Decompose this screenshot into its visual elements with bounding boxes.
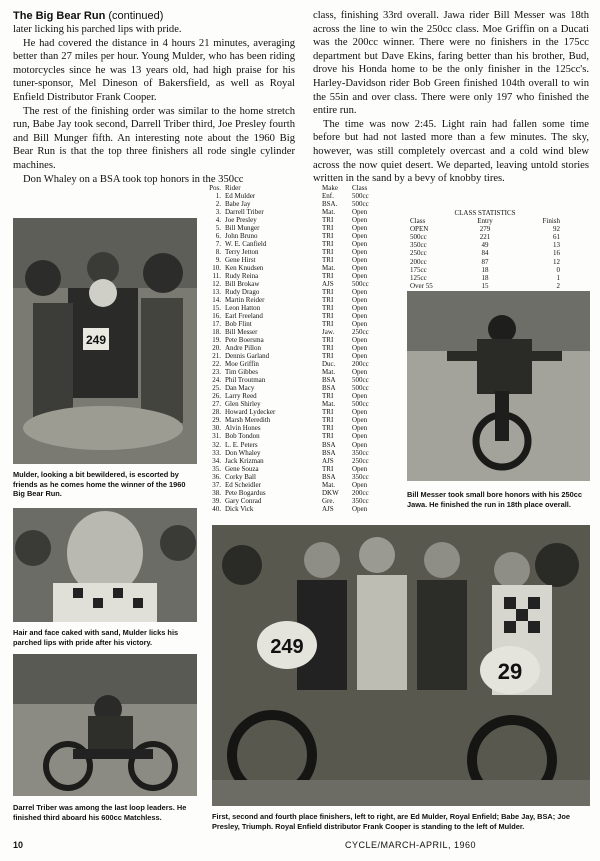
results-row [201,336,391,344]
row-make: TRI [322,464,334,473]
row-make: TRI [322,248,334,257]
results-row [201,505,391,513]
row-make: TRI [322,224,334,233]
row-pos: 10. [212,264,221,273]
results-row [201,304,391,312]
row-class: 250cc [352,456,369,465]
stats-class: 200cc [410,257,427,266]
row-rider: John Bruno [225,232,258,241]
row-rider: Babe Jay [225,200,251,209]
row-rider: Andre Pillon [225,344,261,353]
header-pos: Pos. [209,184,221,192]
photo-messer-jawa [407,291,590,481]
row-class: 350cc [352,496,369,505]
row-pos: 30. [212,424,221,433]
row-make: BSA [322,448,336,457]
row-rider: Bill Brokaw [225,280,260,289]
stats-finish: 2 [556,281,560,290]
row-make: TRI [322,240,334,249]
stats-class: 350cc [410,241,427,250]
caption-photo5: First, second and fourth place finishers, left to right, are Ed Mulder, Royal Enfield; Babe Jay, BSA; Joe Presley, Triumph. Royal Enfield distributor Frank Cooper is standing to the left of Mulder. [212,812,570,831]
row-rider: Phil Troutman [225,376,266,385]
stats-class: 250cc [410,249,427,258]
results-row [201,449,391,457]
row-class: Open [352,288,368,297]
row-class: Open [352,432,368,441]
stats-header-entry: Entry [477,217,493,226]
stats-row [410,225,580,233]
results-row [201,240,391,248]
row-pos: 29. [212,416,221,425]
row-class: Open [352,232,368,241]
stats-finish: 16 [553,249,560,258]
row-class: Open [352,256,368,265]
results-row [201,192,391,200]
row-class: 500cc [352,200,369,209]
row-pos: 17. [212,320,221,329]
row-pos: 11. [212,272,221,281]
results-row [201,288,391,296]
stats-row [410,233,580,241]
row-class: Open [352,216,368,225]
stats-entry: 87 [481,257,489,266]
row-pos: 35. [212,464,221,473]
row-make: BSA [322,472,336,481]
results-row [201,416,391,424]
row-make: BSA [322,376,336,385]
row-rider: Leon Hatton [225,304,261,313]
row-class: Open [352,312,368,321]
stats-entry: 84 [481,249,489,258]
row-pos: 9. [215,256,221,265]
stats-entry: 221 [479,233,491,242]
row-pos: 26. [212,392,221,401]
row-make: AJS [322,456,334,465]
row-make: TRI [322,392,334,401]
results-header-row [201,184,391,192]
stats-entry: 279 [479,225,491,234]
row-make: TRI [322,288,334,297]
row-pos: 1. [215,192,221,201]
row-pos: 6. [215,232,221,241]
row-make: TRI [322,312,334,321]
row-make: TRI [322,432,334,441]
row-class: Open [352,336,368,345]
results-row [201,264,391,272]
row-class: 500cc [352,384,369,393]
stats-row [410,282,580,290]
row-rider: W. E. Canfield [225,240,267,249]
row-rider: Joe Presley [225,216,257,225]
row-rider: Pete Bogardus [225,488,266,497]
row-class: 500cc [352,192,369,201]
stats-header-finish: Finish [542,217,560,226]
row-make: BSA [322,384,336,393]
row-rider: Marsh Meredith [225,416,271,425]
row-make: Gre. [322,496,335,505]
stats-class: 175cc [410,265,427,274]
row-make: TRI [322,336,334,345]
results-row [201,489,391,497]
results-row [201,344,391,352]
row-class: Open [352,208,368,217]
results-row [201,465,391,473]
row-rider: Gary Conrad [225,496,262,505]
row-rider: Dennis Garland [225,352,270,361]
row-pos: 28. [212,408,221,417]
row-class: Open [352,480,368,489]
row-pos: 8. [215,248,221,257]
results-row [201,352,391,360]
results-row [201,376,391,384]
row-rider: Bob Tondon [225,432,260,441]
row-make: Mat. [322,480,336,489]
row-class: Open [352,408,368,417]
row-rider: Moe Griffin [225,360,259,369]
photo-mulder-sand [13,508,197,622]
stats-class: OPEN [410,225,429,234]
row-rider: Tim Gibbes [225,368,259,377]
row-pos: 22. [212,360,221,369]
row-make: TRI [322,408,334,417]
results-row [201,441,391,449]
row-class: Open [352,368,368,377]
row-class: 200cc [352,488,369,497]
row-pos: 24. [212,376,221,385]
row-rider: Gene Souza [225,464,259,473]
row-make: TRI [322,344,334,353]
row-make: TRI [322,232,334,241]
row-pos: 39. [212,496,221,505]
results-row [201,272,391,280]
stats-class: 125cc [410,273,427,282]
row-class: 500cc [352,376,369,385]
article-paragraph: Don Whaley on a BSA took top honors in the 350cc [23,173,244,185]
row-rider: Glen Shirley [225,400,261,409]
row-class: 200cc [352,360,369,369]
row-rider: Bill Munger [225,224,260,233]
stats-finish: 0 [556,265,560,274]
row-class: Open [352,224,368,233]
stats-entry: 15 [481,281,489,290]
row-make: TRI [322,424,334,433]
stats-finish: 13 [553,241,560,250]
row-rider: Terry Jetton [225,248,259,257]
article-paragraph: He had covered the distance in 4 hours 21 minutes, averaging better than 27 miles per hour. Young Mulder, who has been riding motorcycles since he was 13 years old, had high praise for his tuner-sponsor, Mel Dineson of Bakersfield, as well as Royal Enfield Distributor Frank Cooper. [13,37,295,103]
caption-photo4: Bill Messer took small bore honors with his 250cc Jawa. He finished the run in 18th place overall. [407,490,582,509]
row-pos: 37. [212,480,221,489]
magazine-footer: CYCLE/MARCH-APRIL, 1960 [345,840,477,850]
row-pos: 31. [212,432,221,441]
results-row [201,360,391,368]
stats-finish: 1 [556,273,560,282]
row-make: TRI [322,272,334,281]
title-text: The Big Bear Run [13,10,106,22]
stats-finish: 12 [553,257,560,266]
row-class: Open [352,296,368,305]
row-class: Open [352,320,368,329]
row-class: Open [352,504,368,513]
row-pos: 14. [212,296,221,305]
header-rider: Rider [225,184,241,192]
stats-finish: 92 [553,225,560,234]
row-class: Open [352,416,368,425]
row-make: Mat. [322,264,336,273]
row-class: 250cc [352,328,369,337]
results-row [201,497,391,505]
stats-row [410,266,580,274]
row-make: TRI [322,256,334,265]
row-rider: Don Whaley [225,448,261,457]
row-class: Open [352,352,368,361]
row-pos: 3. [215,208,221,217]
row-class: Open [352,248,368,257]
row-rider: Bill Messer [225,328,258,337]
row-rider: Ed Mulder [225,192,256,201]
results-row [201,457,391,465]
row-rider: Dick Vick [225,504,254,513]
race-number-plate: 29 [497,659,523,684]
results-row [201,400,391,408]
row-rider: Gene Hirst [225,256,256,265]
row-make: BSA. [322,200,338,209]
row-make: Enf. [322,192,334,201]
row-make: TRI [322,304,334,313]
row-class: Open [352,240,368,249]
article-left-column [13,23,295,186]
results-row [201,320,391,328]
row-pos: 12. [212,280,221,289]
results-row [201,256,391,264]
row-make: TRI [322,320,334,329]
row-pos: 36. [212,472,221,481]
row-pos: 38. [212,488,221,497]
results-row [201,384,391,392]
race-number-plate: 249 [270,636,304,658]
row-class: 500cc [352,400,369,409]
header-make: Make [322,184,338,192]
stats-row [410,241,580,249]
stats-finish: 61 [553,233,560,242]
stats-title: CLASS STATISTICS [454,209,516,217]
continued-label: (continued) [108,10,164,22]
stats-class: Over 55 [410,281,433,290]
row-class: Open [352,464,368,473]
row-make: Jaw. [322,328,335,337]
photo-triber [13,654,197,796]
stats-header-class: Class [410,217,426,226]
results-row [201,424,391,432]
stats-entry: 18 [481,265,489,274]
photo-mulder-escorted [13,218,197,464]
row-pos: 4. [215,216,221,225]
results-row [201,312,391,320]
row-rider: Earl Freeland [225,312,263,321]
row-rider: L. E. Peters [225,440,258,449]
row-make: AJS [322,280,334,289]
caption-photo3: Darrel Triber was among the last loop leaders. He finished third aboard his 600cc Matchless. [13,803,187,822]
row-pos: 32. [212,440,221,449]
row-pos: 15. [212,304,221,313]
row-make: TRI [322,296,334,305]
row-rider: Larry Reed [225,392,257,401]
results-row [201,392,391,400]
results-row [201,224,391,232]
row-class: Open [352,424,368,433]
stats-class: 500cc [410,233,427,242]
results-row [201,473,391,481]
article-paragraph: class, finishing 33rd overall. Jawa rider Bill Messer was 18th across the line to win the 250cc class. Moe Griffin on a Ducati was the 200cc winner. There were no finishers in the 175cc department but Dave Ekins, faring better than his brother, Bud, drove his Honda home to be the only finisher in the 125cc's. Harley-Davidson rider Bob Green finished 104th overall to win the 55in and over class. There were only 197 who finished the entire run. [313,10,589,117]
article-paragraph: later licking his parched lips with pride. [13,24,182,35]
results-row [201,481,391,489]
row-class: 350cc [352,472,369,481]
row-pos: 20. [212,344,221,353]
row-rider: Corky Ball [225,472,256,481]
results-table [201,184,391,513]
row-make: TRI [322,216,334,225]
stats-entry: 18 [481,273,489,282]
row-pos: 5. [215,224,221,233]
row-pos: 21. [212,352,221,361]
header-class: Class [352,184,368,192]
article-right-column [313,9,589,186]
row-rider: Alvin Hones [225,424,261,433]
row-make: TRI [322,352,334,361]
row-make: TRI [322,416,334,425]
row-pos: 19. [212,336,221,345]
row-class: Open [352,304,368,313]
row-rider: Howard Lydecker [225,408,276,417]
row-class: Open [352,440,368,449]
row-pos: 34. [212,456,221,465]
results-row [201,432,391,440]
page-number: 10 [13,840,24,850]
row-rider: Rudy Drago [225,288,260,297]
row-class: Open [352,392,368,401]
row-make: BSA [322,440,336,449]
row-make: AJS [322,504,334,513]
results-row [201,232,391,240]
results-row [201,208,391,216]
row-class: 500cc [352,280,369,289]
row-class: Open [352,344,368,353]
caption-photo1: Mulder, looking a bit bewildered, is escorted by friends as he comes home the winner of the 1960 Big Bear Run. [13,470,186,499]
row-pos: 23. [212,368,221,377]
results-row [201,200,391,208]
stats-row [410,274,580,282]
row-rider: Pete Boersma [225,336,264,345]
row-rider: Jack Krizman [225,456,264,465]
row-class: 350cc [352,448,369,457]
row-pos: 18. [212,328,221,337]
row-rider: Rudy Reina [225,272,259,281]
row-pos: 16. [212,312,221,321]
article-paragraph: The time was now 2:45. Light rain had fallen some time before but had not lasted more than a few minutes. The sky, however, was still completely overcast and a cold wind blew across the now quiet desert. We departed, leaving untold stories written in the sand by a bevy of knobby tires. [313,118,589,185]
results-row [201,248,391,256]
row-pos: 40. [212,504,221,513]
stats-header-row [410,217,580,225]
row-pos: 2. [215,200,221,209]
results-row [201,328,391,336]
section-title [13,10,163,22]
caption-photo2: Hair and face caked with sand, Mulder licks his parched lips with pride after his victory. [13,628,179,647]
row-make: Mat. [322,208,336,217]
row-rider: Martin Reider [225,296,265,305]
results-body [201,192,391,513]
results-row [201,296,391,304]
row-rider: Darrell Triber [225,208,264,217]
race-number-plate: 249 [85,333,107,347]
stats-row [410,249,580,257]
stats-row [410,258,580,266]
row-rider: Ed Scheidler [225,480,261,489]
photo-top-finishers [212,525,590,806]
row-rider: Bob Flint [225,320,252,329]
stats-entry: 49 [481,241,489,250]
row-make: DKW [322,488,339,497]
row-pos: 27. [212,400,221,409]
row-make: Duc. [322,360,336,369]
row-pos: 33. [212,448,221,457]
results-row [201,408,391,416]
row-class: Open [352,264,368,273]
row-pos: 7. [215,240,221,249]
results-row [201,216,391,224]
row-make: Mat. [322,400,336,409]
row-make: Mat. [322,368,336,377]
row-pos: 25. [212,384,221,393]
row-rider: Dan Macy [225,384,255,393]
row-class: Open [352,272,368,281]
row-rider: Ken Knudsen [225,264,264,273]
results-row [201,280,391,288]
article-paragraph: The rest of the finishing order was similar to the home stretch run, Babe Jay took second, Darrell Triber third, Joe Presley fourth and Bill Munger fifth. An interesting note about the 1960 Big Bear Run is that the top three finishers all rode single cylinder machines. [13,105,295,171]
stats-body [410,225,580,290]
results-row [201,368,391,376]
row-pos: 13. [212,288,221,297]
